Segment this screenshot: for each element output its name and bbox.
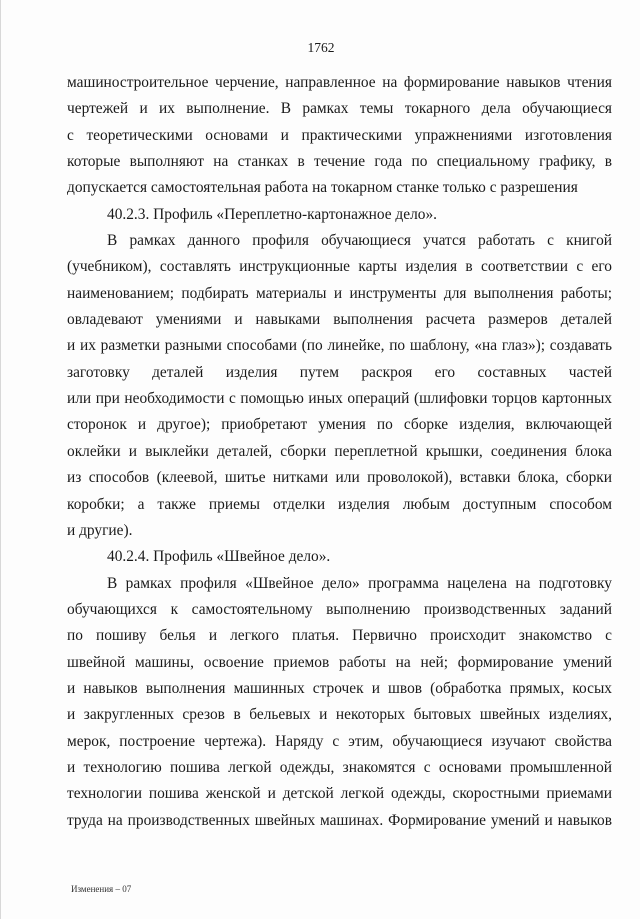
text-line: чертежей и их выполнение. В рамках темы токарного дела обучающиеся [67,100,612,118]
text-line: технологии пошива женской и детской легкой одежды, скоростными приемами [67,785,612,803]
footer-revision-note: Изменения – 07 [71,884,132,894]
text-line: труда на производственных швейных машинах. Формирование умений и навыков [67,811,612,829]
text-line: мерок, построение чертежа). Наряду с этим, обучающиеся изучают свойства [67,732,612,750]
text-line: и их разметки разными способами (по линейке, по шаблону, «на глаз»); создавать [67,337,612,355]
text-line: и навыков выполнения машинных строчек и швов (обработка прямых, косых [67,679,612,697]
text-line: коробки; а также приемы отделки изделия любым доступным способом [67,495,612,513]
text-line: или при необходимости с помощью иных операций (шлифовки торцов картонных [67,390,612,408]
text-line: по пошиву белья и легкого платья. Первично происходит знакомство с [67,627,612,645]
text-line: овладевают умениями и навыками выполнения расчета размеров деталей [67,311,612,329]
text-line: заготовку деталей изделия путем раскроя его составных частей [67,363,612,381]
text-line: В рамках данного профиля обучающиеся учатся работать с книгой [107,232,612,250]
body-text [67,70,612,834]
text-line: которые выполняют на станках в течение года по специальному графику, в [67,153,612,171]
text-line: из способов (клеевой, шитье нитками или проволокой), вставки блока, сборки [67,469,612,487]
text-line: с теоретическими основами и практическими упражнениями изготовления [67,126,612,144]
text-line: швейной машины, освоение приемов работы на ней; формирование умений [67,653,612,671]
text-line: машиностроительное черчение, направленное на формирование навыков чтения [67,74,612,91]
text-line: 40.2.4. Профиль «Швейное дело». [107,548,331,566]
text-line: оклейки и выклейки деталей, сборки переплетной крышки, соединения блока [67,442,612,460]
text-line: обучающихся к самостоятельному выполнению производственных заданий [67,600,612,618]
text-line: и другие). [67,521,133,539]
text-line: и технологию пошива легкой одежды, знакомятся с основами промышленной [67,758,612,776]
text-line: 40.2.3. Профиль «Переплетно-картонажное дело». [107,205,437,223]
text-line: и закругленных срезов в бельевых и некоторых бытовых швейных изделиях, [67,706,612,724]
text-line: сторонок и другое); приобретают умения по сборке изделия, включающей [67,416,612,434]
text-line: допускается самостоятельная работа на токарном станке только с разрешения [67,179,578,197]
text-line: наименованием; подбирать материалы и инструменты для выполнения работы; [67,284,612,302]
text-line: (учебником), составлять инструкционные карты изделия в соответствии с его [67,258,612,276]
page-number: 1762 [307,40,335,55]
text-line: В рамках профиля «Швейное дело» программа нацелена на подготовку [107,574,612,592]
